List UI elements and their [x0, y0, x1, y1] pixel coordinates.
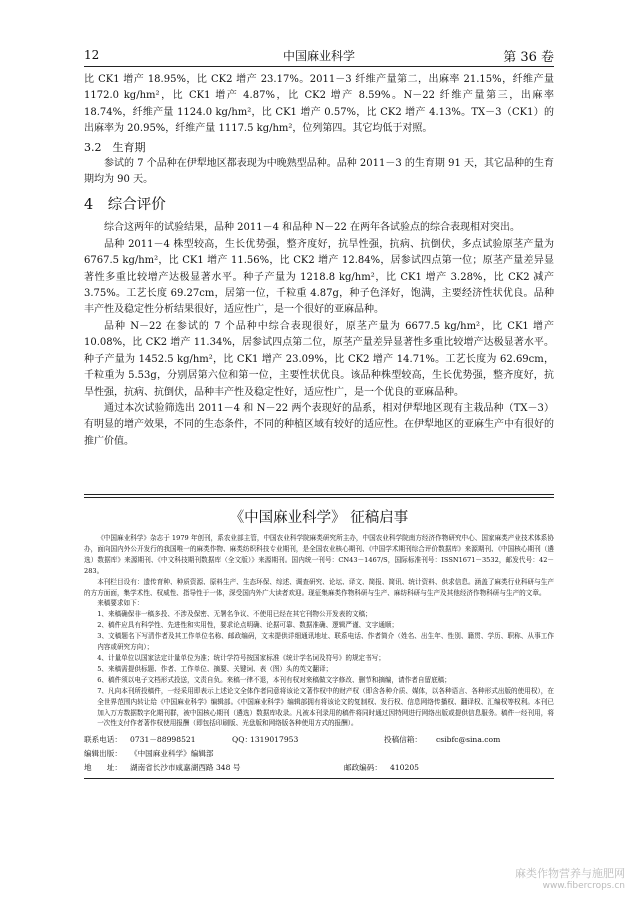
requirement-item: 2、稿件应具有科学性、先进性和实用性，要求论点明确、论据可靠、数据准确、逻辑严谨、文字通顺； — [97, 621, 399, 630]
unit-value: 《中国麻业科学》编辑部 — [130, 749, 214, 759]
paragraph-variety-2011-4: 品种 2011－4 株型较高，生长优势强，整齐度好，抗旱性强，抗病、抗倒伏，多点试验原茎产量为 6767.5 kg/hm²，比 CK1 增产 11.56%，比 CK2 增产 12.84%，居参试四点第一位；原茎产量差异显著性多重比较增产达极显著水平。种子产量为 1218.8 kg/hm²，比 CK1 增产 3.28%，比 CK2 减产 3.75%。工艺长度 69.27cm，居第一位，千粒重 4.87g，种子色泽好，饱满，主要经济性状优良。品种丰产性及稳定性分析结果很好，适应性广，是一个很好的亚麻品种。 — [84, 238, 554, 316]
tel-value: 0731－88998521 — [130, 735, 196, 745]
requirement-item: 7、凡向本刊所投稿件，一经采用即表示上述论文全体作者同意将该论文著作权中的财产权（即含各种介质、媒体，以各种语言、各种形式出版的使用权），在全世界范围内转让给《中国麻业科学》编辑部。《中国麻业科学》编辑部拥有将该论文的复制权、发行权、信息网络传播权、翻译权、汇编权等权利。本刊已加入万方数据数字化期刊群，被中国核心期刊（遴选）数据库收录。凡被本刊录用的稿件将同时通过因特网进行网络出版或提供信息服务。稿件一经刊用，将一次性支付作者著作权使用报酬（即包括印刷版、光盘版和网络版各种使用方式的报酬）。 — [97, 686, 554, 728]
article-body — [84, 72, 554, 450]
journal-title: 中国麻业科学 — [282, 49, 355, 63]
tel-label: 联系电话： — [84, 735, 122, 745]
unit-label: 编辑出版： — [84, 749, 122, 759]
notice-body — [84, 533, 554, 729]
section-heading-3-2: 3.2 生育期 — [84, 140, 146, 154]
contact-block — [84, 733, 554, 779]
requirement-item: 3、文稿题名下写清作者及其工作单位名称、邮政编码，文末提供详细通讯地址、联系电话、作者简介（姓名、出生年、性别、籍贯、学历、职称、从事工作内容或研究方向）； — [97, 632, 554, 652]
volume-label: 第 36 卷 — [503, 50, 554, 65]
paragraph-growth-period: 参试的 7 个品种在伊犁地区都表现为中晚熟型品种。品种 2011－3 的生育期 91 天，其它品种的生育期均为 90 天。 — [84, 157, 554, 186]
section-heading-4: 4 综合评价 — [84, 197, 166, 214]
site-watermark — [515, 865, 625, 891]
notice-requirements-heading: 来稿要求如下： — [97, 599, 144, 608]
requirement-item: 4、计量单位以国家法定计量单位为准；统计学符号按国家标准《统计学名词及符号》的规定书写； — [97, 653, 385, 662]
requirement-item: 5、来稿需提供标题、作者、工作单位、摘要、关键词、表（图）头的英文翻译； — [97, 664, 333, 673]
zip-value: 410205 — [390, 763, 419, 773]
requirement-item: 6、稿件须以电子文档形式投送，文责自负。来稿一律不退，本刊有权对来稿做文字修改、删节和摘编，请作者自留底稿； — [97, 675, 451, 684]
running-header — [84, 44, 554, 67]
mail-value: csibfc@sina.com — [436, 735, 501, 745]
notice-intro: 《中国麻业科学》杂志于 1979 年创刊，系农业部主管，中国农业科学院麻类研究所主办，中国农业科学院南方经济作物研究中心、国家麻类产业技术体系协办，面向国内外公开发行的我国唯一的麻类作物、麻类纺织科技专业期刊，是全国农业核心期刊、《中国学术期刊综合评价数据库》来源期刊、《中国核心期刊（遴选）数据库》来源期刊、《中文科技期刊数据库（全文版）》来源期刊。国内统一刊号：CN43－1467/S，国际标准刊号：ISSN1671－3532，邮发代号：42－283。 — [84, 534, 554, 575]
address-label: 地 址： — [84, 763, 122, 773]
requirement-item: 1、来稿确保非一稿多投、不涉及保密、无署名争议、不使用已经在其它刊物公开发表的文稿； — [97, 610, 372, 619]
notice-columns: 本刊栏目设有：遗传育种、种质资源、原料生产、生态环保、综述、调查研究、论坛、译文、简报、简讯、统计资料、供求信息。涵盖了麻类行业科研与生产的方方面面，集学术性、权威性、指导性于一体，深受国内外广大读者欢迎。现征集麻类作物科研与生产、麻纺科研与生产及其他经济作物科研与生产的文章。 — [84, 577, 554, 597]
mail-label: 投稿信箱： — [384, 735, 422, 745]
paragraph-fiber-yield: 比 CK1 增产 18.95%，比 CK2 增产 23.17%。2011－3 纤维产量第二，出麻率 21.15%，纤维产量 1172.0 kg/hm²，比 CK1 增产 4.87%，比 CK2 增产 8.59%。N－22 纤维产量第三，出麻率 18.74%，纤维产量 1124.0 kg/hm²，比 CK1 增产 0.57%，比 CK2 增产 4.13%。TX－3（CK1）的出麻率为 20.95%，纤维产量 1117.5 kg/hm²，位列第四。其它均低于对照。 — [84, 74, 554, 135]
notice-title: 《中国麻业科学》 征稿启事 — [229, 510, 409, 526]
paragraph-conclusion: 通过本次试验筛选出 2011－4 和 N－22 两个表现好的品系，相对伊犁地区现有主栽品种（TX－3）有明显的增产效果，不同的生态条件，不同的种植区域有较好的适应性。在伊犁地区的亚麻生产中有很好的推广价值。 — [84, 402, 554, 447]
watermark-url: www.fibercrops.cn — [542, 881, 625, 891]
call-for-papers — [84, 494, 554, 779]
page-number: 12 — [84, 48, 100, 62]
zip-label: 邮政编码： — [344, 763, 382, 773]
qq-value: 1319017953 — [250, 735, 299, 745]
watermark-cn: 麻类作物营养与施肥网 — [515, 867, 625, 880]
paragraph-summary: 综合这两年的试验结果，品种 2011－4 和品种 N－22 在两年各试验点的综合表现相对突出。 — [104, 222, 521, 234]
address-value: 湖南省长沙市咸嘉湖西路 348 号 — [130, 763, 241, 773]
paragraph-variety-n-22: 品种 N－22 在参试的 7 个品种中综合表现很好，原茎产量为 6677.5 kg/hm²，比 CK1 增产 10.08%，比 CK2 增产 11.34%，居参试四点第二位，原茎产量差异显著性多重比较增产达极显著水平。种子产量为 1452.5 kg/hm²，比 CK1 增产 23.09%，比 CK2 增产 14.71%。工艺长度为 62.69cm，千粒重为 5.53g，分别居第六位和第一位，主要性状优良。该品种株型较高，生长优势强，整齐度好，抗旱性强，抗病、抗倒伏，品种丰产性及稳定性好，适应性广，是一个优良的亚麻品种。 — [84, 320, 554, 398]
qq-label: QQ： — [232, 735, 253, 745]
